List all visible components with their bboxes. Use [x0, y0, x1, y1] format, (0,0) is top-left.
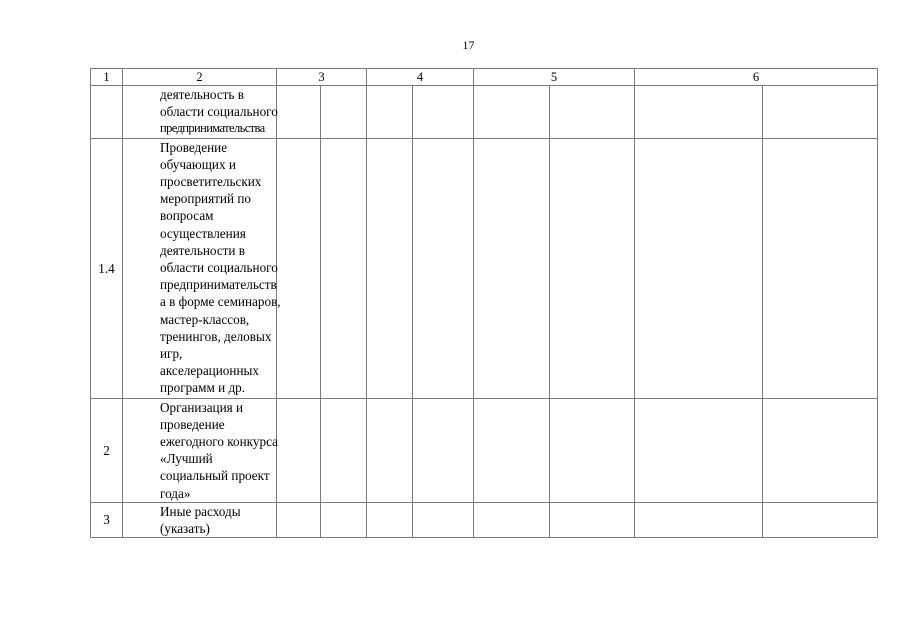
description-line: программ и др.: [160, 380, 246, 396]
header-cell-5: 5: [474, 69, 635, 86]
empty-cell: [474, 502, 550, 537]
description-line: а в форме семинаров,: [160, 294, 281, 310]
empty-cell: [635, 398, 763, 502]
table-row: [91, 138, 878, 398]
description-line: социальный проект: [160, 468, 270, 484]
table-row: [91, 86, 878, 139]
empty-cell: [763, 86, 878, 139]
table-row: [91, 502, 878, 537]
description-line: тренингов, деловых: [160, 328, 272, 344]
description-line: Проведение: [160, 139, 228, 155]
empty-cell: [277, 86, 321, 139]
description-line: просветительских: [160, 174, 262, 190]
empty-cell: [550, 398, 635, 502]
description-line: мероприятий по: [160, 191, 251, 207]
description-line: области социального: [160, 260, 278, 276]
empty-cell: [321, 138, 367, 398]
row-description: [123, 398, 277, 502]
empty-cell: [635, 502, 763, 537]
empty-cell: [474, 138, 550, 398]
header-cell-1: 1: [91, 69, 123, 86]
empty-cell: [635, 138, 763, 398]
description-line: ежегодного конкурса: [160, 434, 278, 450]
description-line: деятельности в: [160, 242, 246, 258]
empty-cell: [474, 398, 550, 502]
empty-cell: [367, 398, 413, 502]
description-line: «Лучший: [160, 451, 213, 467]
empty-cell: [367, 86, 413, 139]
page-number: 17: [462, 38, 475, 52]
description-line: области социального: [160, 104, 278, 120]
empty-cell: [321, 398, 367, 502]
empty-cell: [321, 502, 367, 537]
empty-cell: [763, 398, 878, 502]
empty-cell: [413, 502, 474, 537]
header-cell-3: 3: [277, 69, 367, 86]
empty-cell: [763, 502, 878, 537]
empty-cell: [277, 502, 321, 537]
row-description: [123, 502, 277, 537]
empty-cell: [321, 86, 367, 139]
row-number: 3: [91, 502, 123, 537]
row-number: [91, 86, 123, 139]
description-line: мастер-классов,: [160, 311, 250, 327]
table-row: [91, 398, 878, 502]
empty-cell: [277, 138, 321, 398]
description-line: предпринимательств: [160, 277, 277, 293]
empty-cell: [367, 138, 413, 398]
description-line: деятельность в: [160, 87, 244, 102]
empty-cell: [413, 138, 474, 398]
empty-cell: [635, 86, 763, 139]
description-line: акселерационных: [160, 363, 259, 379]
description-line: игр,: [160, 346, 183, 362]
row-description: [123, 138, 281, 398]
description-line: проведение: [160, 416, 225, 432]
empty-cell: [763, 138, 878, 398]
empty-cell: [277, 398, 321, 502]
empty-cell: [550, 86, 635, 139]
row-description: [123, 86, 277, 139]
row-number: 2: [91, 398, 123, 502]
empty-cell: [367, 502, 413, 537]
description-line: года»: [160, 485, 191, 501]
description-line: Организация и: [160, 399, 244, 415]
header-cell-6: 6: [635, 69, 878, 86]
description-line: Иные расходы: [160, 503, 241, 519]
empty-cell: [550, 138, 635, 398]
empty-cell: [413, 398, 474, 502]
row-number: 1.4: [91, 138, 123, 398]
budget-table: [90, 68, 878, 538]
empty-cell: [413, 86, 474, 139]
header-cell-2: 2: [123, 69, 277, 86]
description-line: вопросам: [160, 208, 214, 224]
description-line: предпринимательства: [160, 121, 265, 136]
header-cell-4: 4: [367, 69, 474, 86]
empty-cell: [550, 502, 635, 537]
description-line: (указать): [160, 521, 210, 537]
empty-cell: [474, 86, 550, 139]
description-line: осуществления: [160, 225, 246, 241]
description-line: обучающих и: [160, 156, 236, 172]
table-header-row: [91, 69, 878, 86]
